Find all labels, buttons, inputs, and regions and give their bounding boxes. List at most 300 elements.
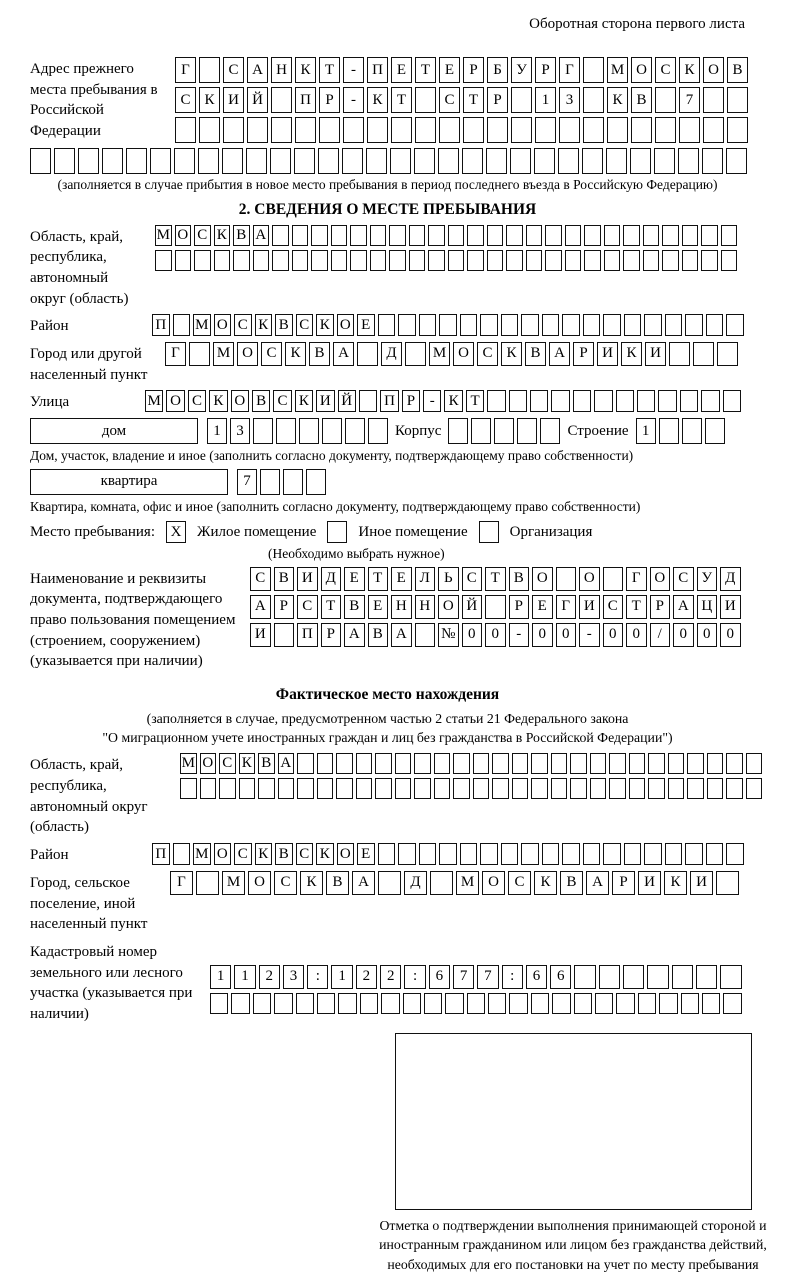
char-box[interactable]: К	[199, 87, 220, 113]
char-box[interactable]: Е	[357, 843, 375, 865]
char-box[interactable]	[322, 418, 342, 444]
char-box[interactable]	[272, 225, 289, 246]
char-box[interactable]: Е	[391, 57, 412, 83]
char-box[interactable]	[439, 843, 457, 865]
char-box[interactable]: Д	[720, 567, 741, 591]
char-box[interactable]	[462, 148, 483, 174]
char-box[interactable]: :	[404, 965, 425, 989]
char-box[interactable]	[693, 342, 714, 366]
char-box[interactable]: Р	[463, 57, 484, 83]
char-box[interactable]: Г	[165, 342, 186, 366]
char-box[interactable]	[294, 148, 315, 174]
char-box[interactable]: О	[214, 843, 232, 865]
char-box[interactable]	[78, 148, 99, 174]
char-box[interactable]: 0	[485, 623, 506, 647]
char-box[interactable]: О	[631, 57, 652, 83]
char-box[interactable]	[175, 250, 192, 271]
char-box[interactable]: Т	[466, 390, 484, 412]
char-box[interactable]: А	[673, 595, 694, 619]
char-box[interactable]	[473, 778, 490, 799]
char-box[interactable]	[102, 148, 123, 174]
char-box[interactable]	[276, 418, 296, 444]
char-box[interactable]	[370, 225, 387, 246]
char-box[interactable]: 0	[697, 623, 718, 647]
char-box[interactable]	[175, 117, 196, 143]
char-box[interactable]: В	[275, 314, 293, 336]
char-box[interactable]	[687, 778, 704, 799]
char-box[interactable]	[398, 314, 416, 336]
char-box[interactable]	[480, 314, 498, 336]
char-box[interactable]: Г	[556, 595, 577, 619]
char-box[interactable]	[746, 753, 763, 774]
char-box[interactable]	[643, 250, 660, 271]
char-box[interactable]	[570, 778, 587, 799]
char-box[interactable]	[350, 250, 367, 271]
char-box[interactable]	[492, 753, 509, 774]
char-box[interactable]	[623, 965, 644, 989]
char-box[interactable]: Й	[338, 390, 356, 412]
char-box[interactable]	[570, 753, 587, 774]
char-box[interactable]	[480, 843, 498, 865]
char-box[interactable]: П	[152, 843, 170, 865]
char-box[interactable]: -	[343, 57, 364, 83]
char-box[interactable]: 3	[559, 87, 580, 113]
char-box[interactable]: О	[175, 225, 192, 246]
char-box[interactable]	[668, 778, 685, 799]
char-box[interactable]	[530, 390, 548, 412]
char-box[interactable]	[681, 993, 699, 1014]
char-box[interactable]	[345, 418, 365, 444]
char-box[interactable]: 7	[237, 469, 257, 495]
char-box[interactable]	[717, 342, 738, 366]
char-box[interactable]	[512, 753, 529, 774]
char-box[interactable]	[295, 117, 316, 143]
char-box[interactable]	[403, 993, 421, 1014]
char-box[interactable]	[311, 250, 328, 271]
char-box[interactable]: Н	[271, 57, 292, 83]
char-box[interactable]: И	[645, 342, 666, 366]
house-type-box[interactable]: дом	[30, 418, 198, 444]
char-box[interactable]: У	[697, 567, 718, 591]
char-box[interactable]: Р	[321, 623, 342, 647]
char-box[interactable]: 1	[210, 965, 231, 989]
char-box[interactable]: 1	[331, 965, 352, 989]
char-box[interactable]	[723, 993, 741, 1014]
char-box[interactable]: 0	[532, 623, 553, 647]
char-box[interactable]: Р	[509, 595, 530, 619]
char-box[interactable]: И	[720, 595, 741, 619]
char-box[interactable]: К	[255, 314, 273, 336]
char-box[interactable]	[534, 148, 555, 174]
char-box[interactable]	[727, 87, 748, 113]
char-box[interactable]	[506, 250, 523, 271]
char-box[interactable]: Т	[321, 595, 342, 619]
char-box[interactable]	[682, 225, 699, 246]
char-box[interactable]: Е	[344, 567, 365, 591]
char-box[interactable]	[638, 993, 656, 1014]
char-box[interactable]	[359, 390, 377, 412]
char-box[interactable]	[509, 390, 527, 412]
char-box[interactable]: 3	[283, 965, 304, 989]
char-box[interactable]	[54, 148, 75, 174]
char-box[interactable]	[647, 965, 668, 989]
char-box[interactable]	[366, 148, 387, 174]
char-box[interactable]	[297, 753, 314, 774]
char-box[interactable]	[659, 418, 679, 444]
char-box[interactable]	[414, 148, 435, 174]
char-box[interactable]	[701, 225, 718, 246]
char-box[interactable]	[428, 250, 445, 271]
char-box[interactable]	[590, 753, 607, 774]
char-box[interactable]	[247, 117, 268, 143]
char-box[interactable]	[471, 418, 491, 444]
char-box[interactable]: 0	[556, 623, 577, 647]
char-box[interactable]: Е	[391, 567, 412, 591]
char-box[interactable]: К	[255, 843, 273, 865]
char-box[interactable]	[439, 314, 457, 336]
char-box[interactable]: П	[295, 87, 316, 113]
char-box[interactable]: 1	[207, 418, 227, 444]
char-box[interactable]	[559, 117, 580, 143]
char-box[interactable]	[629, 778, 646, 799]
char-box[interactable]	[583, 843, 601, 865]
char-box[interactable]	[317, 993, 335, 1014]
char-box[interactable]: Т	[368, 567, 389, 591]
char-box[interactable]	[414, 753, 431, 774]
char-box[interactable]	[685, 314, 703, 336]
char-box[interactable]	[609, 778, 626, 799]
char-box[interactable]: 1	[234, 965, 255, 989]
char-box[interactable]: С	[462, 567, 483, 591]
char-box[interactable]: Т	[319, 57, 340, 83]
char-box[interactable]: К	[295, 57, 316, 83]
char-box[interactable]	[415, 623, 436, 647]
char-box[interactable]: А	[391, 623, 412, 647]
char-box[interactable]	[706, 843, 724, 865]
char-box[interactable]: С	[296, 314, 314, 336]
char-box[interactable]	[357, 342, 378, 366]
char-box[interactable]	[517, 418, 537, 444]
char-box[interactable]: Б	[487, 57, 508, 83]
char-box[interactable]: В	[727, 57, 748, 83]
char-box[interactable]: А	[247, 57, 268, 83]
char-box[interactable]	[721, 225, 738, 246]
char-box[interactable]	[607, 117, 628, 143]
char-box[interactable]	[375, 778, 392, 799]
char-box[interactable]	[665, 843, 683, 865]
char-box[interactable]: С	[296, 843, 314, 865]
char-box[interactable]	[526, 225, 543, 246]
char-box[interactable]	[558, 148, 579, 174]
char-box[interactable]	[246, 148, 267, 174]
char-box[interactable]: 3	[230, 418, 250, 444]
char-box[interactable]: 7	[679, 87, 700, 113]
char-box[interactable]	[448, 225, 465, 246]
char-box[interactable]	[199, 117, 220, 143]
char-box[interactable]	[367, 117, 388, 143]
char-box[interactable]	[317, 778, 334, 799]
char-box[interactable]	[603, 567, 624, 591]
char-box[interactable]: И	[223, 87, 244, 113]
char-box[interactable]: О	[650, 567, 671, 591]
char-box[interactable]: И	[638, 871, 661, 895]
char-box[interactable]: 0	[720, 623, 741, 647]
char-box[interactable]	[540, 418, 560, 444]
char-box[interactable]: /	[650, 623, 671, 647]
char-box[interactable]	[487, 250, 504, 271]
char-box[interactable]: 0	[603, 623, 624, 647]
char-box[interactable]	[678, 148, 699, 174]
char-box[interactable]	[707, 778, 724, 799]
char-box[interactable]	[463, 117, 484, 143]
char-box[interactable]	[616, 390, 634, 412]
char-box[interactable]	[669, 342, 690, 366]
char-box[interactable]	[609, 753, 626, 774]
char-box[interactable]	[606, 148, 627, 174]
char-box[interactable]: Д	[321, 567, 342, 591]
char-box[interactable]	[531, 778, 548, 799]
char-box[interactable]: О	[337, 314, 355, 336]
char-box[interactable]	[556, 567, 577, 591]
char-box[interactable]: С	[261, 342, 282, 366]
char-box[interactable]: О	[237, 342, 258, 366]
char-box[interactable]	[150, 148, 171, 174]
char-box[interactable]	[562, 314, 580, 336]
char-box[interactable]	[331, 250, 348, 271]
char-box[interactable]: К	[239, 753, 256, 774]
char-box[interactable]	[574, 993, 592, 1014]
char-box[interactable]: О	[482, 871, 505, 895]
char-box[interactable]	[705, 418, 725, 444]
char-box[interactable]	[487, 390, 505, 412]
char-box[interactable]: 0	[673, 623, 694, 647]
char-box[interactable]	[126, 148, 147, 174]
char-box[interactable]: А	[549, 342, 570, 366]
char-box[interactable]: К	[501, 342, 522, 366]
char-box[interactable]	[531, 753, 548, 774]
char-box[interactable]: П	[367, 57, 388, 83]
char-box[interactable]	[174, 148, 195, 174]
char-box[interactable]: В	[326, 871, 349, 895]
char-box[interactable]: :	[502, 965, 523, 989]
char-box[interactable]: П	[297, 623, 318, 647]
char-box[interactable]	[574, 965, 595, 989]
char-box[interactable]	[299, 418, 319, 444]
char-box[interactable]	[180, 778, 197, 799]
char-box[interactable]	[424, 993, 442, 1014]
char-box[interactable]: У	[511, 57, 532, 83]
char-box[interactable]: -	[423, 390, 441, 412]
char-box[interactable]	[551, 753, 568, 774]
char-box[interactable]	[707, 753, 724, 774]
char-box[interactable]: К	[664, 871, 687, 895]
char-box[interactable]: М	[429, 342, 450, 366]
char-box[interactable]	[624, 843, 642, 865]
char-box[interactable]	[726, 778, 743, 799]
char-box[interactable]	[512, 778, 529, 799]
char-box[interactable]	[551, 778, 568, 799]
char-box[interactable]: П	[152, 314, 170, 336]
char-box[interactable]	[590, 778, 607, 799]
char-box[interactable]: П	[380, 390, 398, 412]
char-box[interactable]	[296, 993, 314, 1014]
char-box[interactable]	[155, 250, 172, 271]
char-box[interactable]	[726, 314, 744, 336]
char-box[interactable]	[644, 843, 662, 865]
char-box[interactable]	[378, 871, 401, 895]
char-box[interactable]: М	[213, 342, 234, 366]
char-box[interactable]: В	[560, 871, 583, 895]
char-box[interactable]: Т	[415, 57, 436, 83]
char-box[interactable]	[419, 314, 437, 336]
char-box[interactable]	[521, 314, 539, 336]
char-box[interactable]: В	[274, 567, 295, 591]
char-box[interactable]: :	[307, 965, 328, 989]
char-box[interactable]	[390, 148, 411, 174]
char-box[interactable]	[702, 148, 723, 174]
char-box[interactable]: О	[200, 753, 217, 774]
char-box[interactable]	[297, 778, 314, 799]
char-box[interactable]	[283, 469, 303, 495]
char-box[interactable]	[584, 250, 601, 271]
char-box[interactable]: В	[368, 623, 389, 647]
char-box[interactable]	[173, 314, 191, 336]
char-box[interactable]: И	[597, 342, 618, 366]
char-box[interactable]	[506, 225, 523, 246]
char-box[interactable]: В	[525, 342, 546, 366]
char-box[interactable]: К	[444, 390, 462, 412]
char-box[interactable]: О	[438, 595, 459, 619]
char-box[interactable]: О	[166, 390, 184, 412]
char-box[interactable]: Р	[402, 390, 420, 412]
char-box[interactable]	[415, 117, 436, 143]
char-box[interactable]	[271, 117, 292, 143]
char-box[interactable]	[415, 87, 436, 113]
char-box[interactable]: 2	[356, 965, 377, 989]
char-box[interactable]: О	[453, 342, 474, 366]
char-box[interactable]: 7	[453, 965, 474, 989]
char-box[interactable]	[685, 843, 703, 865]
char-box[interactable]: Л	[415, 567, 436, 591]
char-box[interactable]	[662, 250, 679, 271]
char-box[interactable]	[545, 250, 562, 271]
char-box[interactable]	[360, 993, 378, 1014]
char-box[interactable]	[599, 965, 620, 989]
char-box[interactable]: И	[250, 623, 271, 647]
char-box[interactable]	[573, 390, 591, 412]
char-box[interactable]	[702, 993, 720, 1014]
char-box[interactable]: К	[316, 314, 334, 336]
char-box[interactable]	[726, 753, 743, 774]
char-box[interactable]	[189, 342, 210, 366]
char-box[interactable]	[726, 148, 747, 174]
char-box[interactable]: 6	[429, 965, 450, 989]
char-box[interactable]: В	[233, 225, 250, 246]
char-box[interactable]	[501, 843, 519, 865]
char-box[interactable]: А	[250, 595, 271, 619]
char-box[interactable]	[487, 225, 504, 246]
char-box[interactable]	[716, 871, 739, 895]
char-box[interactable]	[604, 250, 621, 271]
char-box[interactable]	[648, 778, 665, 799]
char-box[interactable]: М	[145, 390, 163, 412]
char-box[interactable]: М	[180, 753, 197, 774]
char-box[interactable]	[623, 225, 640, 246]
char-box[interactable]	[375, 753, 392, 774]
char-box[interactable]	[430, 871, 453, 895]
char-box[interactable]	[616, 993, 634, 1014]
char-box[interactable]: Н	[391, 595, 412, 619]
char-box[interactable]	[720, 965, 741, 989]
char-box[interactable]	[327, 521, 347, 543]
char-box[interactable]	[583, 314, 601, 336]
char-box[interactable]: К	[679, 57, 700, 83]
char-box[interactable]: А	[344, 623, 365, 647]
char-box[interactable]: Т	[626, 595, 647, 619]
char-box[interactable]: О	[231, 390, 249, 412]
char-box[interactable]: А	[278, 753, 295, 774]
char-box[interactable]	[696, 965, 717, 989]
char-box[interactable]: -	[579, 623, 600, 647]
char-box[interactable]	[198, 148, 219, 174]
char-box[interactable]	[199, 57, 220, 83]
char-box[interactable]	[630, 148, 651, 174]
char-box[interactable]	[467, 250, 484, 271]
char-box[interactable]: Е	[368, 595, 389, 619]
char-box[interactable]	[336, 778, 353, 799]
char-box[interactable]: -	[509, 623, 530, 647]
char-box[interactable]: С	[655, 57, 676, 83]
char-box[interactable]: И	[297, 567, 318, 591]
char-box[interactable]	[409, 225, 426, 246]
char-box[interactable]: М	[193, 314, 211, 336]
char-box[interactable]: 7	[477, 965, 498, 989]
char-box[interactable]: С	[274, 871, 297, 895]
char-box[interactable]	[319, 117, 340, 143]
char-box[interactable]	[643, 225, 660, 246]
char-box[interactable]	[485, 595, 506, 619]
char-box[interactable]	[460, 843, 478, 865]
char-box[interactable]	[655, 87, 676, 113]
char-box[interactable]	[682, 418, 702, 444]
char-box[interactable]: С	[439, 87, 460, 113]
char-box[interactable]	[448, 250, 465, 271]
char-box[interactable]	[726, 843, 744, 865]
char-box[interactable]	[701, 390, 719, 412]
char-box[interactable]	[318, 148, 339, 174]
char-box[interactable]	[552, 993, 570, 1014]
char-box[interactable]: С	[508, 871, 531, 895]
char-box[interactable]	[223, 117, 244, 143]
char-box[interactable]: Т	[463, 87, 484, 113]
char-box[interactable]	[219, 778, 236, 799]
char-box[interactable]	[292, 225, 309, 246]
char-box[interactable]	[494, 418, 514, 444]
char-box[interactable]	[679, 117, 700, 143]
char-box[interactable]: С	[223, 57, 244, 83]
char-box[interactable]	[274, 993, 292, 1014]
char-box[interactable]	[398, 843, 416, 865]
char-box[interactable]: А	[586, 871, 609, 895]
char-box[interactable]	[687, 753, 704, 774]
char-box[interactable]: Р	[535, 57, 556, 83]
char-box[interactable]: С	[175, 87, 196, 113]
char-box[interactable]	[194, 250, 211, 271]
char-box[interactable]: О	[248, 871, 271, 895]
char-box[interactable]	[331, 225, 348, 246]
char-box[interactable]	[453, 753, 470, 774]
char-box[interactable]	[460, 314, 478, 336]
